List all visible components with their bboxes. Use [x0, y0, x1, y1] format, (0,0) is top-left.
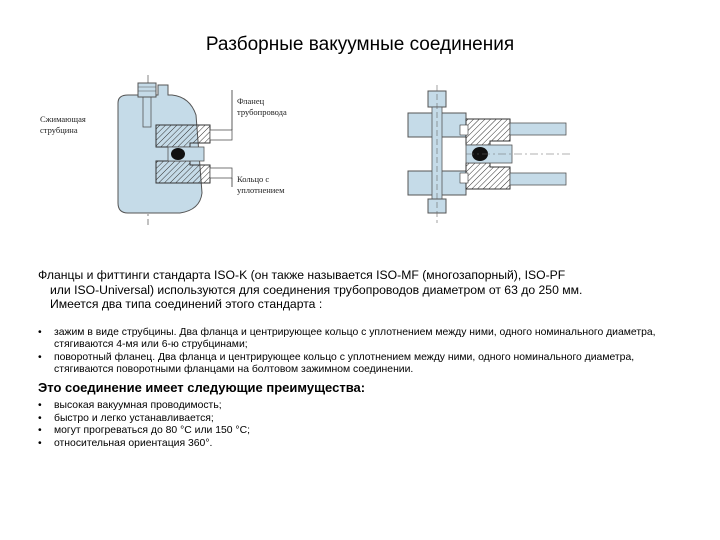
advantages-list — [38, 400, 538, 450]
clamp-label-line1: Сжимающая — [40, 114, 86, 124]
ring-label-line2: уплотнением — [237, 185, 285, 195]
intro-paragraph — [38, 268, 698, 312]
bolt-flange-diagram — [400, 85, 600, 225]
intro-line3: Имеется два типа соединений этого стандарта : — [50, 297, 323, 311]
list-item: • высокая вакуумная проводимость; — [38, 400, 538, 412]
ring-label-line1: Кольцо с — [237, 174, 270, 184]
flange-label-line2: трубопровода — [237, 107, 287, 117]
clamp-label — [40, 114, 86, 136]
page-title: Разборные вакуумные соединения — [205, 34, 515, 55]
flange-label — [237, 96, 287, 118]
flange-label-line1: Фланец — [237, 96, 265, 106]
ring-label — [237, 174, 284, 196]
list-item: • зажим в виде струбцины. Два фланца и центрирующее кольцо с уплотнением между ними, одного номинального диаметра, стягиваются 4-мя или 6-ю струбцинами; — [38, 327, 688, 351]
list-item: • относительная ориентация 360°. — [38, 438, 538, 450]
list-item: • поворотный фланец. Два фланца и центрирующее кольцо с уплотнением между ними, одного номинального диаметра, стягиваются поворотными фланцами на болтовом зажимном соединении. — [38, 352, 688, 376]
clamp-label-line2: струбцина — [40, 125, 78, 135]
intro-line2: или ISO-Universal) используются для соединения трубопроводов диаметром от 63 до 250 мм. — [50, 282, 583, 297]
intro-line1: Фланцы и фиттинги стандарта ISO-K (он также называется ISO-MF (многозапорный), ISO-PF — [38, 268, 566, 282]
list-item: • могут прогреваться до 80 °C или 150 °C; — [38, 425, 538, 437]
connection-types-list — [38, 327, 688, 377]
advantages-heading: Это соединение имеет следующие преимущества: — [38, 380, 366, 395]
list-item: • быстро и легко устанавливается; — [38, 413, 538, 425]
